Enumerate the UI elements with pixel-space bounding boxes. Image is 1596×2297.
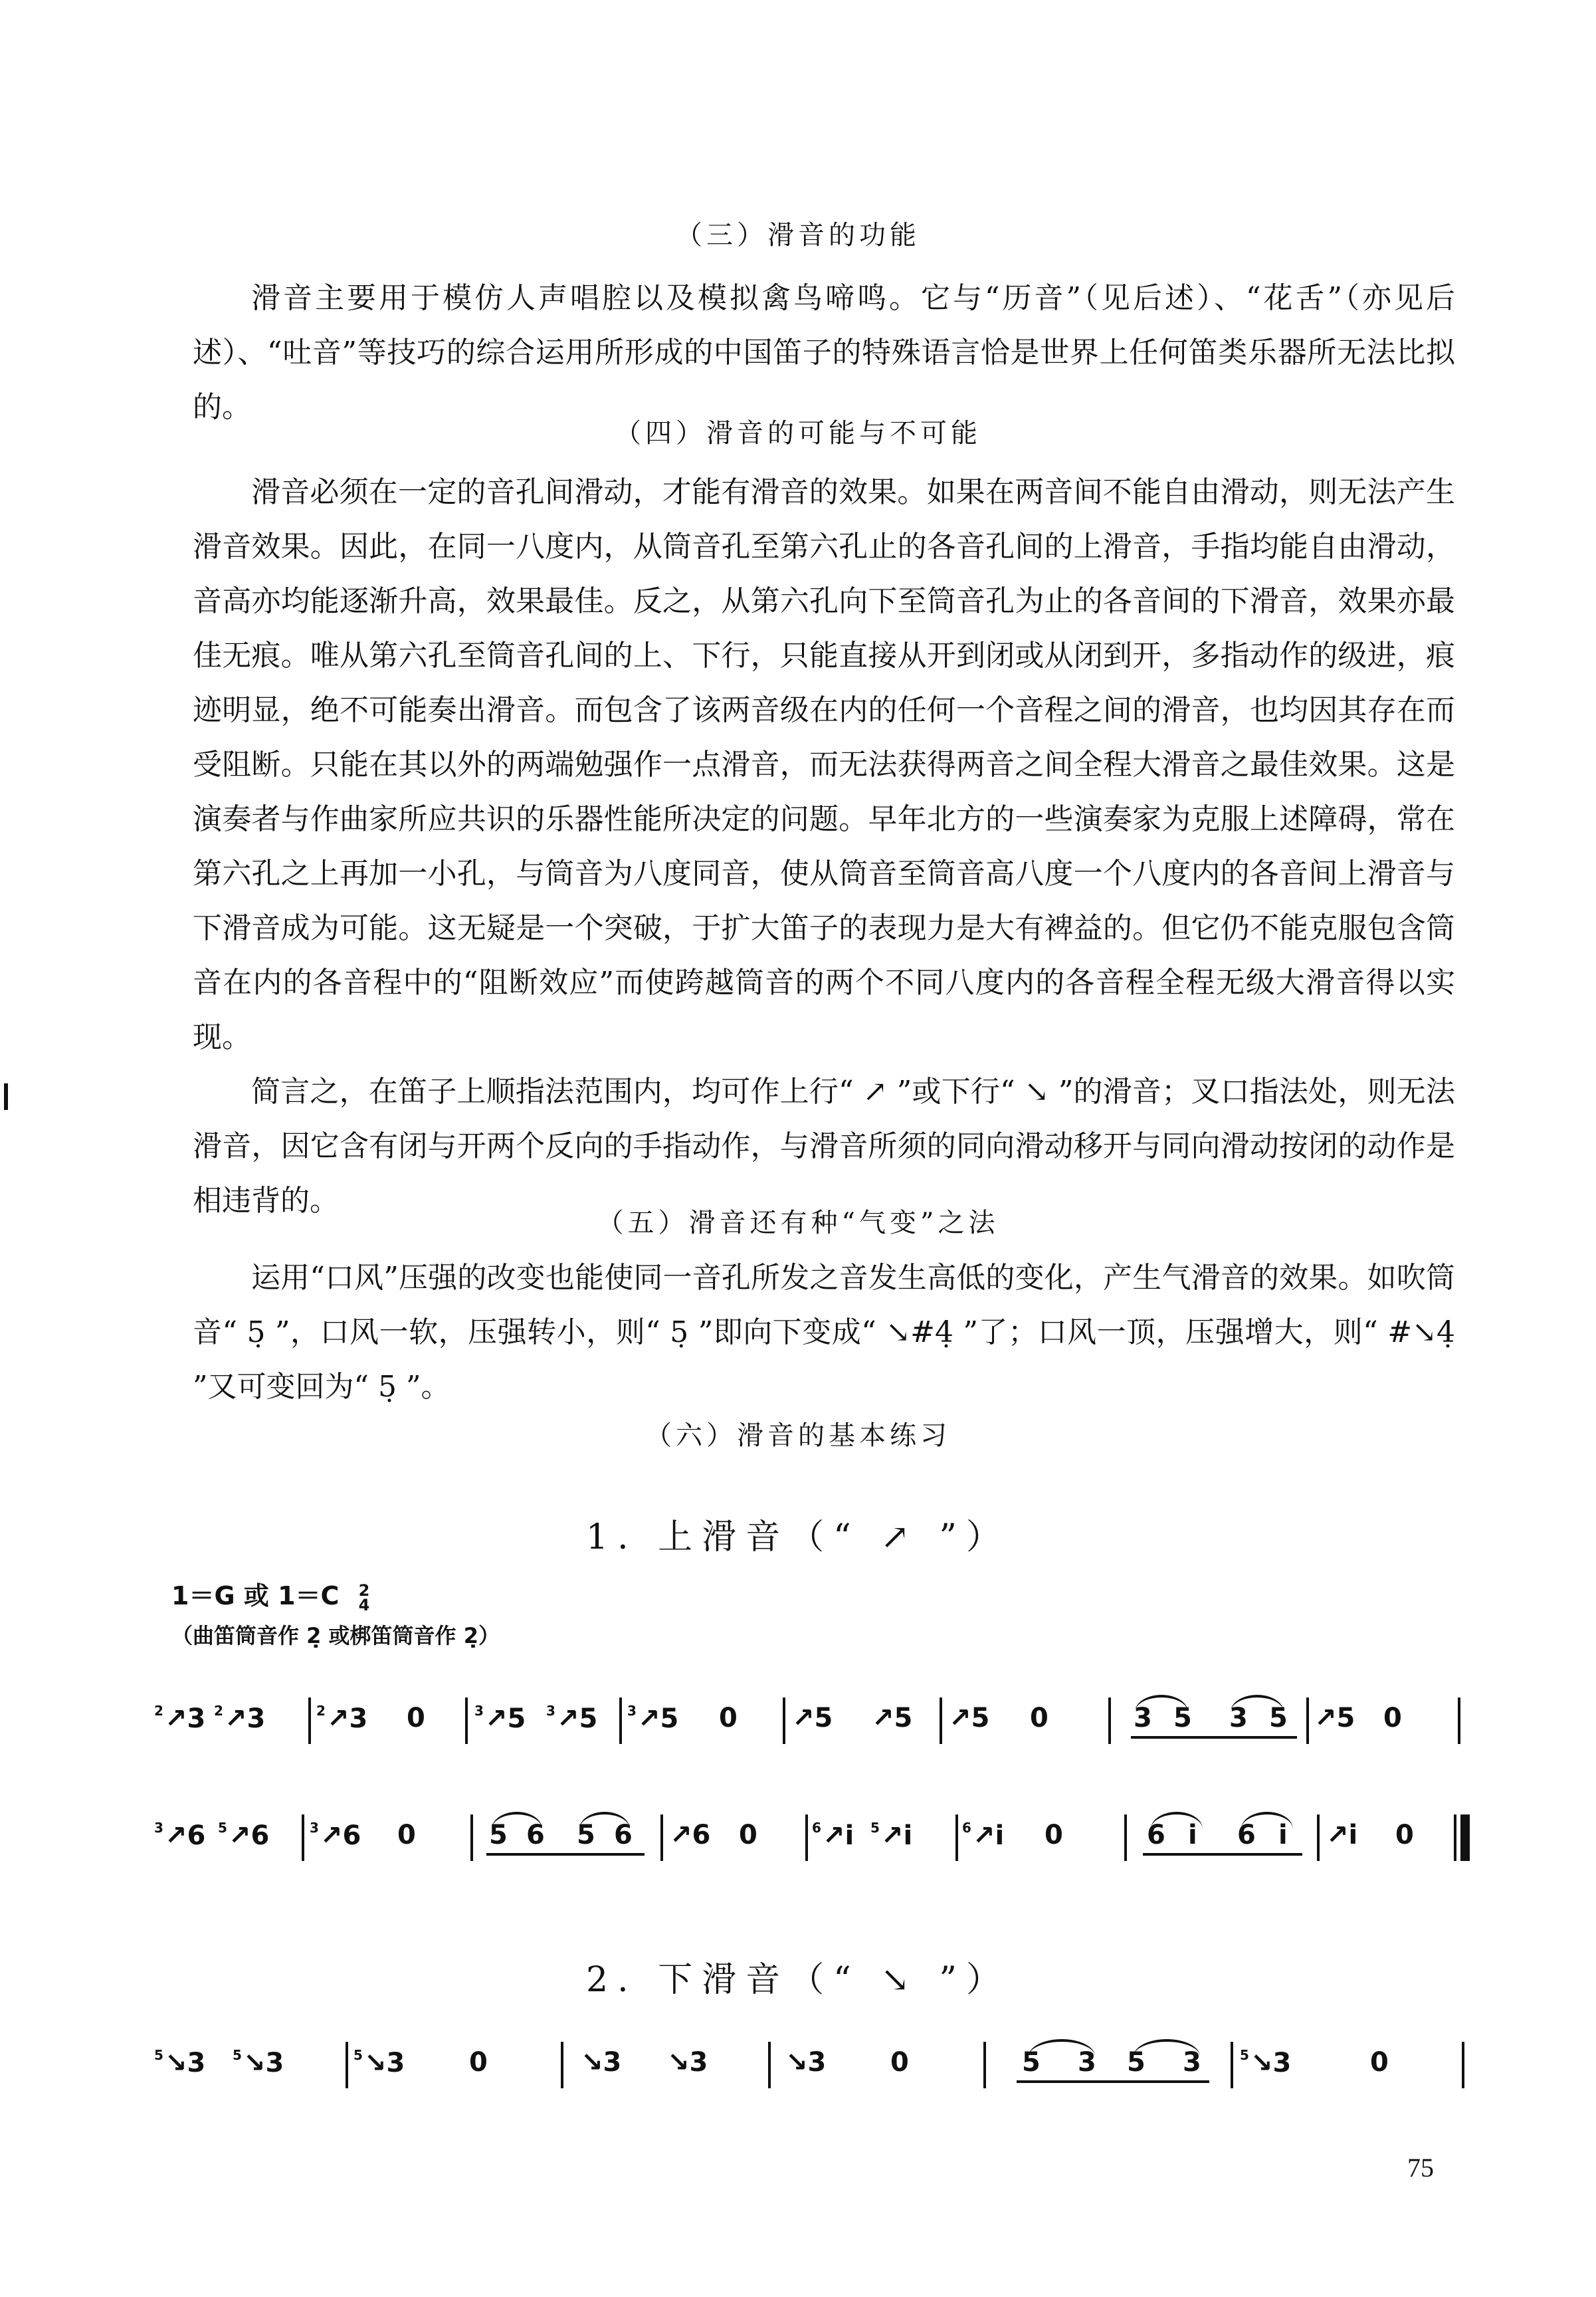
- section-4-text-2: 简言之，在笛子上顺指法范围内，均可作上行“ ↗ ”或下行“ ↘ ”的滑音；叉口指法处，则无法滑音，因它含有闭与开两个反向的手指动作，与滑音所须的同向滑动移开与同向滑动按闭的动作是相违背的。: [193, 1075, 1455, 1218]
- barline: [561, 2042, 563, 2088]
- rest: 0: [1370, 2047, 1389, 2078]
- slide-note: $^5$↘3: [233, 2047, 284, 2078]
- note: 5: [1127, 2047, 1146, 2078]
- slide-note: $^3$↗6: [154, 1820, 206, 1851]
- note: i: [1278, 1820, 1288, 1850]
- slide-note: $^5$↘3: [1240, 2047, 1292, 2078]
- note: i: [1188, 1820, 1197, 1850]
- section-3-paragraph: [193, 271, 1455, 435]
- slide-note: $^6$↗i: [962, 1820, 1005, 1851]
- note: 3: [1134, 1703, 1152, 1733]
- barline: [940, 1697, 942, 1744]
- note: 5: [1022, 2047, 1041, 2078]
- rest: 0: [469, 2047, 488, 2078]
- barline: [619, 1697, 622, 1744]
- section-3-text: 滑音主要用于模仿人声唱腔以及模拟禽鸟啼鸣。它与“历音”（见后述）、“花舌”（亦见后述）、“吐音”等技巧的综合运用所形成的中国笛子的特殊语言恰是世界上任何笛类乐器所无法比拟的。: [193, 281, 1456, 424]
- section-5-text: 运用“口风”压强的改变也能使同一音孔所发之音发生高低的变化，产生气滑音的效果。如吹筒音“ 5̣ ”，口风一软，压强转小，则“ 5̣ ”即向下变成“ ↘#4̣ ”了；口风一顶，压强增大，则“ #↘4̣ ”又可变回为“ 5̣ ”。: [193, 1261, 1455, 1404]
- rest: 0: [1395, 1820, 1414, 1850]
- rest: 0: [1030, 1703, 1048, 1733]
- staff-row-3: [154, 2038, 1483, 2098]
- section-5-heading: （五）滑音还有种“气变”之法: [597, 1208, 999, 1238]
- slide-note: $^5$↘3: [154, 2047, 206, 2078]
- rest: 0: [407, 1703, 425, 1733]
- barline: [1458, 1697, 1460, 1744]
- section-6-heading: （六）滑音的基本练习: [645, 1420, 951, 1451]
- time-top: 2: [358, 1581, 370, 1600]
- barline: [346, 2042, 348, 2088]
- note: 5: [489, 1820, 508, 1850]
- slide-note: ↘3: [667, 2047, 708, 2078]
- barline: [983, 2042, 986, 2088]
- slide-note: $^3$↗5: [474, 1703, 526, 1734]
- slide-note: $^3$↗5: [546, 1703, 598, 1734]
- section-5-paragraph: [193, 1251, 1455, 1414]
- slide-note: $^5$↗i: [870, 1820, 913, 1851]
- rest: 0: [1383, 1703, 1402, 1733]
- barline: [1124, 1814, 1127, 1861]
- slide-note: $^2$↗3: [316, 1703, 368, 1734]
- page-number: 75: [1407, 2153, 1434, 2183]
- slide-note: $^3$↗5: [627, 1703, 679, 1734]
- note: 3: [1183, 2047, 1201, 2078]
- note: 5: [1173, 1703, 1192, 1733]
- rest: 0: [719, 1703, 738, 1733]
- section-4-heading: （四）滑音的可能与不可能: [615, 418, 981, 449]
- rest: 0: [397, 1820, 416, 1850]
- barline: [1306, 1697, 1309, 1744]
- slide-note: $^2$↗3: [214, 1703, 266, 1734]
- barline: [465, 1697, 468, 1744]
- key-text: 1＝G 或 1＝C: [171, 1581, 340, 1610]
- slide-note: ↘3: [785, 2047, 827, 2078]
- barline: [660, 1814, 663, 1861]
- slide-note: ↗6: [670, 1820, 711, 1850]
- slide-note: $^5$↗6: [218, 1820, 270, 1851]
- key-signature: [171, 1575, 369, 1612]
- scan-edge-mark: [4, 1083, 8, 1110]
- barline: [308, 1697, 311, 1744]
- beam: [1017, 2080, 1209, 2083]
- flute-note: （曲笛筒音作 2̣ 或梆笛筒音作 2̣）: [171, 1623, 500, 1648]
- time-bottom: 4: [358, 1595, 370, 1614]
- barline: [768, 2042, 771, 2088]
- staff-row-2: [154, 1810, 1483, 1870]
- slide-note: ↗5: [949, 1703, 990, 1733]
- rest: 0: [890, 2047, 909, 2078]
- note: 3: [1078, 2047, 1096, 2078]
- rest: 0: [739, 1820, 757, 1850]
- beam: [1143, 1853, 1302, 1856]
- slide-note: $^5$↘3: [353, 2047, 405, 2078]
- slide-note: $^2$↗3: [154, 1703, 206, 1734]
- slide-note: ↗5: [792, 1703, 833, 1733]
- barline: [1108, 1697, 1111, 1744]
- exercise-2-title: 2. 下滑音（“ ↘ ”）: [586, 1960, 1010, 2000]
- note: 3: [1229, 1703, 1248, 1733]
- note: 6: [614, 1820, 633, 1850]
- note: 5: [1269, 1703, 1288, 1733]
- barline: [1462, 2042, 1464, 2088]
- final-barline: [1460, 1814, 1470, 1861]
- note: 6: [1147, 1820, 1165, 1850]
- beam: [1131, 1736, 1297, 1739]
- section-4-paragraph: [193, 465, 1455, 1228]
- slide-note: ↘3: [581, 2047, 622, 2078]
- beam: [486, 1853, 645, 1856]
- note: 6: [1237, 1820, 1256, 1850]
- exercise-1-title: 1. 上滑音（“ ↗ ”）: [586, 1517, 1010, 1557]
- note: 6: [526, 1820, 545, 1850]
- barline: [1317, 1814, 1320, 1861]
- slide-note: $^3$↗6: [310, 1820, 361, 1851]
- barline: [302, 1814, 304, 1861]
- note: 5: [577, 1820, 595, 1850]
- barline: [955, 1814, 958, 1861]
- barline: [783, 1697, 785, 1744]
- slide-note: $^6$↗i: [812, 1820, 854, 1851]
- section-3-heading: （三）滑音的功能: [676, 220, 920, 251]
- time-signature: [359, 1583, 370, 1612]
- barline: [805, 1814, 808, 1861]
- slide-note: ↗5: [1314, 1703, 1355, 1733]
- slide-note: ↗i: [1326, 1820, 1358, 1850]
- barline: [1454, 1814, 1456, 1861]
- barline: [1231, 2042, 1233, 2088]
- slide-note: ↗5: [872, 1703, 913, 1733]
- barline: [470, 1814, 473, 1861]
- rest: 0: [1045, 1820, 1063, 1850]
- staff-row-1: [154, 1694, 1483, 1753]
- section-4-text-1: 滑音必须在一定的音孔间滑动，才能有滑音的效果。如果在两音间不能自由滑动，则无法产生滑音效果。因此，在同一八度内，从筒音孔至第六孔止的各音孔间的上滑音，手指均能自由滑动，音高亦均能逐渐升高，效果最佳。反之，从第六孔向下至筒音孔为止的各音间的下滑音，效果亦最佳无痕。唯从第六孔至筒音孔间的上、下行，只能直接从开到闭或从闭到开，多指动作的级进，痕迹明显，绝不可能奏出滑音。而包含了该两音级在内的任何一个音程之间的滑音，也均因其存在而受阻断。只能在其以外的两端勉强作一点滑音，而无法获得两音之间全程大滑音之最佳效果。这是演奏者与作曲家所应共识的乐器性能所决定的问题。早年北方的一些演奏家为克服上述障碍，常在第六孔之上再加一小孔，与筒音为八度同音，使从筒音至筒音高八度一个八度内的各音间上滑音与下滑音成为可能。这无疑是一个突破，于扩大笛子的表现力是大有裨益的。但它仍不能克服包含筒音在内的各音程中的“阻断效应”而使跨越筒音的两个不同八度内的各音程全程无级大滑音得以实现。: [193, 475, 1455, 1054]
